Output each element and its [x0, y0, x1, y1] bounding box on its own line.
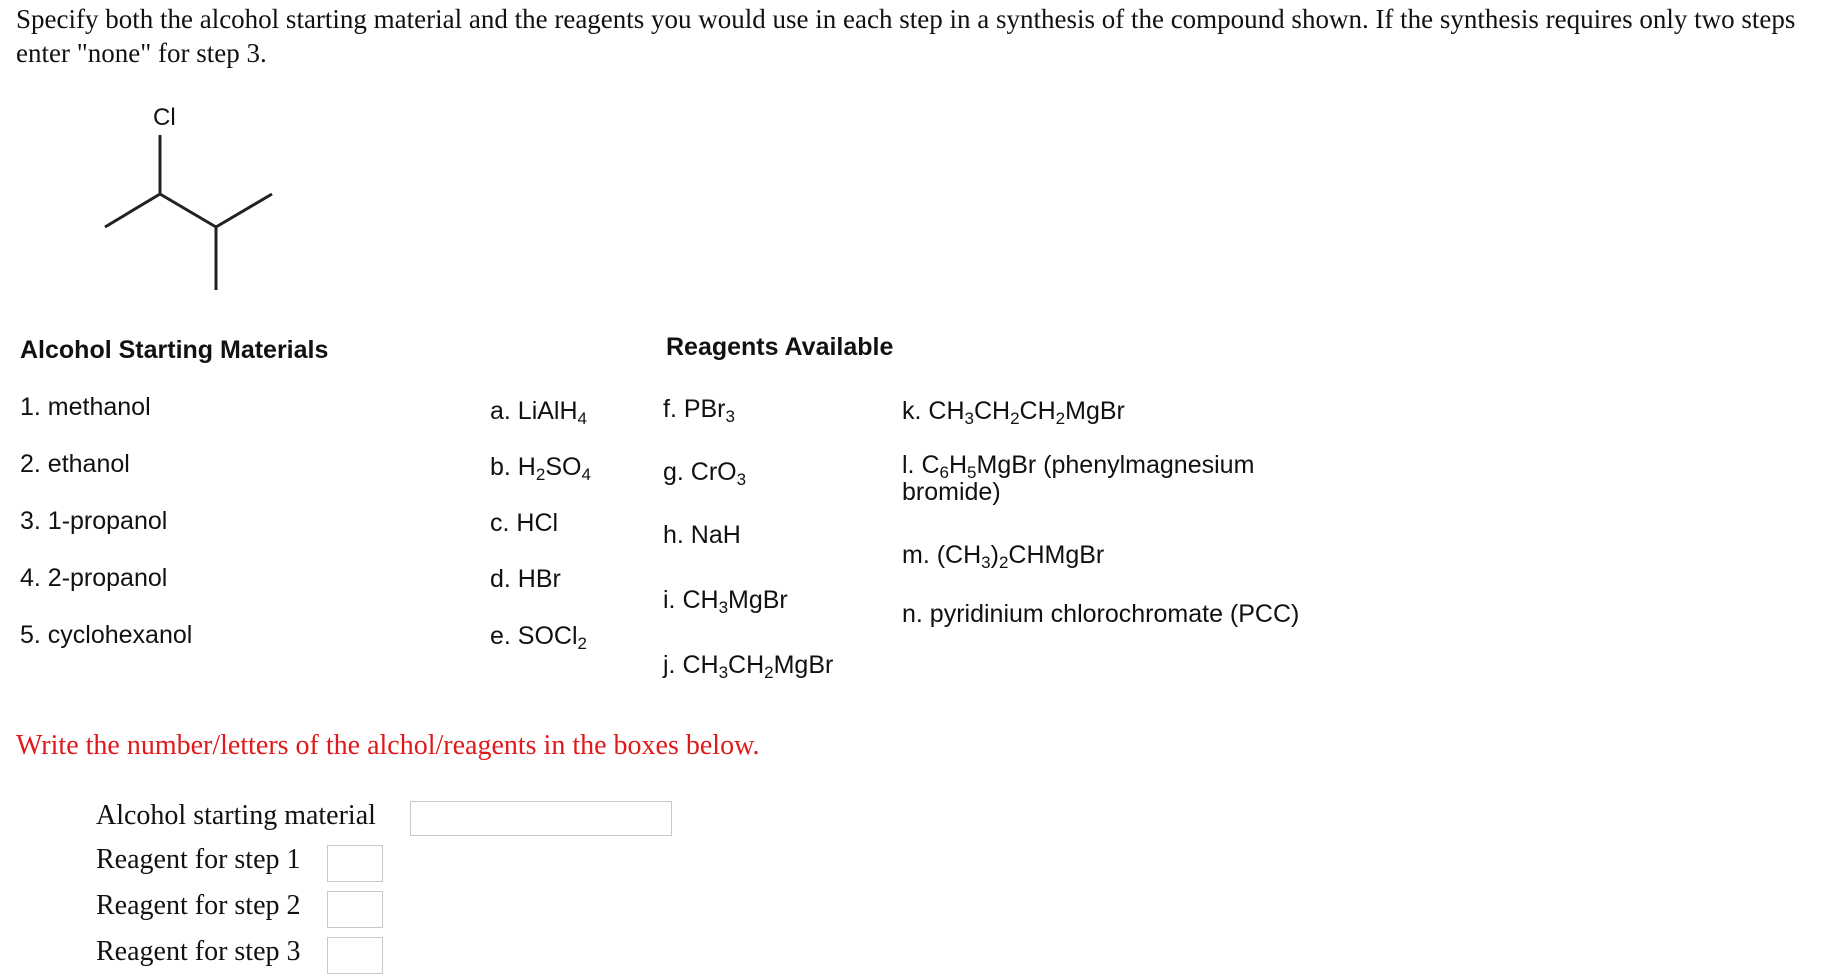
- alcohol-item: 5. cyclohexanol: [20, 621, 193, 649]
- reagent-n: n. pyridinium chlorochromate (PCC): [902, 600, 1300, 628]
- reagent-j: j. $CH_3CH_2MgBr$: [663, 651, 834, 682]
- step2-answer-label: Reagent for step 2: [96, 890, 301, 921]
- step3-answer-input[interactable]: [327, 937, 383, 974]
- reagent-i: i. $CH_3MgBr$: [663, 586, 788, 617]
- question-text: Specify both the alcohol starting material and the reagents you would use in each step in a synthesis of the compound shown. If the synthesis requires only two steps enter "none" for step 3.: [16, 4, 1796, 68]
- reagent-g: g. CrO$_3$: [663, 458, 747, 489]
- reagent-f: f. PBr$_3$: [663, 395, 735, 426]
- reagent-e: e. SOCl$_2$: [490, 622, 587, 653]
- alcohol-item: 4. 2-propanol: [20, 564, 168, 592]
- step1-answer-input[interactable]: [327, 845, 383, 882]
- step3-answer-label: Reagent for step 3: [96, 936, 301, 967]
- alcohol-item: 2. ethanol: [20, 450, 130, 478]
- chlorine-label: Cl: [153, 104, 176, 131]
- reagent-d: d. HBr: [490, 565, 561, 593]
- reagent-h: h. NaH: [663, 521, 741, 549]
- reagent-a: a. LiAlH$_4$: [490, 397, 588, 428]
- molecule-structure: [90, 100, 290, 300]
- step1-answer-label: Reagent for step 1: [96, 844, 301, 875]
- alcohol-answer-label: Alcohol starting material: [96, 800, 376, 831]
- alcohol-item: 3. 1-propanol: [20, 507, 168, 535]
- alkyl-chloride-skeletal-structure-icon: [105, 135, 272, 290]
- reagent-l: l. $C_6H_5MgBr$ (phenylmagnesium bromide): [902, 451, 1255, 506]
- reagent-k: k. $CH_3CH_2CH_2MgBr$: [902, 397, 1125, 428]
- alcohol-item: 1. methanol: [20, 393, 151, 421]
- reagent-b: b. $H_2SO_4$: [490, 453, 591, 484]
- reagent-m: m. $(CH_3)_2CHMgBr$: [902, 541, 1105, 572]
- step2-answer-input[interactable]: [327, 891, 383, 928]
- reagents-header: Reagents Available: [666, 333, 894, 361]
- reagent-c: c. HCl: [490, 509, 559, 537]
- alcohols-header: Alcohol Starting Materials: [20, 336, 329, 364]
- instruction-text: Write the number/letters of the alchol/reagents in the boxes below.: [16, 730, 760, 761]
- alcohol-answer-input[interactable]: [410, 801, 672, 836]
